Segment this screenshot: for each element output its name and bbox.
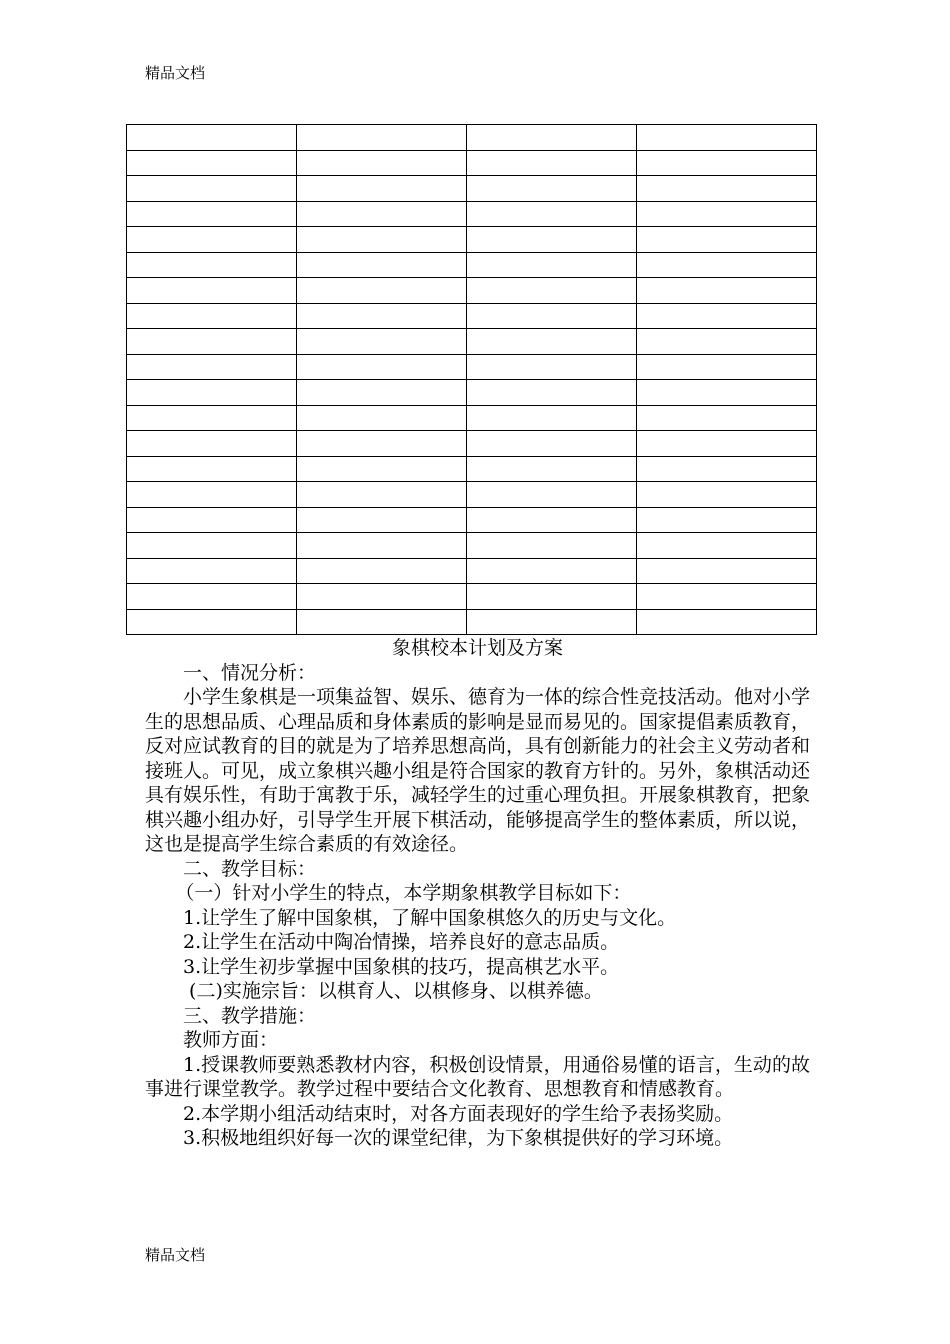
table-cell <box>127 558 297 584</box>
table-cell <box>637 482 817 508</box>
table-cell <box>637 329 817 355</box>
table-cell <box>297 533 467 559</box>
table-cell <box>467 227 637 253</box>
measure-item-3: 3.积极地组织好每一次的课堂纪律，为下象棋提供好的学习环境。 <box>183 1127 734 1149</box>
table-cell <box>127 609 297 635</box>
table-row <box>127 456 817 482</box>
table-cell <box>637 507 817 533</box>
table-cell <box>467 456 637 482</box>
table-cell <box>637 456 817 482</box>
table-row <box>127 584 817 610</box>
section-heading-3: 三、教学措施： <box>183 1004 317 1027</box>
table-cell <box>637 584 817 610</box>
table-cell <box>467 533 637 559</box>
table-cell <box>297 456 467 482</box>
table-cell <box>297 201 467 227</box>
blank-table <box>126 124 817 635</box>
table-cell <box>467 278 637 304</box>
table-cell <box>467 125 637 151</box>
goals-intro: （一）针对小学生的特点，本学期象棋教学目标如下： <box>175 882 632 904</box>
table-row <box>127 405 817 431</box>
table-row <box>127 227 817 253</box>
table-cell <box>637 252 817 278</box>
table-cell <box>127 252 297 278</box>
table-cell <box>127 431 297 457</box>
table-cell <box>127 507 297 533</box>
measure-item-1: 1.授课教师要熟悉教材内容，积极创设情景，用通俗易懂的语言，生动的故事进行课堂教学。教学过程中要结合文化教育、思想教育和情感教育。 <box>145 1053 810 1100</box>
table-cell <box>467 252 637 278</box>
table-cell <box>297 329 467 355</box>
table-cell <box>637 176 817 202</box>
table-row <box>127 125 817 151</box>
table-cell <box>467 431 637 457</box>
table-cell <box>637 303 817 329</box>
section-heading-2: 二、教学目标： <box>183 857 317 880</box>
table-cell <box>637 227 817 253</box>
table-cell <box>297 380 467 406</box>
table-cell <box>467 380 637 406</box>
table-cell <box>127 405 297 431</box>
table-cell <box>127 125 297 151</box>
table-cell <box>297 405 467 431</box>
table-cell <box>467 507 637 533</box>
table-cell <box>637 558 817 584</box>
measure-item-2: 2.本学期小组活动结束时，对各方面表现好的学生给予表扬奖励。 <box>183 1102 734 1125</box>
table-cell <box>297 278 467 304</box>
table-cell <box>467 482 637 508</box>
table-cell <box>297 431 467 457</box>
table-row <box>127 278 817 304</box>
table-row <box>127 507 817 533</box>
table-row <box>127 482 817 508</box>
table-cell <box>127 584 297 610</box>
table-cell <box>297 609 467 635</box>
table-cell <box>637 609 817 635</box>
analysis-paragraph: 小学生象棋是一项集益智、娱乐、德育为一体的综合性竞技活动。他对小学生的思想品质、心理品质和身体素质的影响是显而易见的。国家提倡素质教育，反对应试教育的目的就是为了培养思想高尚，具有创新能力的社会主义劳动者和接班人。可见，成立象棋兴趣小组是符合国家的教育方针的。另外，象棋活动还具有娱乐性，有助于寓教于乐，减轻学生的过重心理负担。开展象棋教育，把象棋兴趣小组办好，引导学生开展下棋活动，能够提高学生的整体素质，所以说，这也是提高学生综合素质的有效途径。 <box>145 686 811 855</box>
table-cell <box>637 201 817 227</box>
table-row <box>127 201 817 227</box>
table-cell <box>297 354 467 380</box>
table-cell <box>297 507 467 533</box>
goal-item-1: 1.让学生了解中国象棋，了解中国象棋悠久的历史与文化。 <box>183 906 677 929</box>
table-cell <box>467 329 637 355</box>
page-footer: 精品文档 <box>145 1246 206 1264</box>
table-cell <box>297 303 467 329</box>
table-cell <box>467 584 637 610</box>
table-row <box>127 533 817 559</box>
table-row <box>127 431 817 457</box>
table-cell <box>297 252 467 278</box>
table-cell <box>467 201 637 227</box>
table-cell <box>127 354 297 380</box>
table-cell <box>637 533 817 559</box>
table-cell <box>127 380 297 406</box>
table-cell <box>637 150 817 176</box>
table-row <box>127 354 817 380</box>
table-row <box>127 558 817 584</box>
table-cell <box>467 558 637 584</box>
table-cell <box>297 584 467 610</box>
table-cell <box>297 227 467 253</box>
table-row <box>127 329 817 355</box>
table-cell <box>637 380 817 406</box>
document-title: 象棋校本计划及方案 <box>391 637 563 659</box>
table-cell <box>637 354 817 380</box>
goal-item-3: 3.让学生初步掌握中国象棋的技巧，提高棋艺水平。 <box>183 955 620 978</box>
table-cell <box>637 431 817 457</box>
table-row <box>127 252 817 278</box>
table-cell <box>127 150 297 176</box>
table-cell <box>637 125 817 151</box>
page-header: 精品文档 <box>145 64 206 82</box>
teacher-heading: 教师方面： <box>183 1029 279 1051</box>
table-cell <box>297 176 467 202</box>
table-cell <box>297 150 467 176</box>
purpose-line: (二)实施宗旨：以棋育人、以棋修身、以棋养德。 <box>183 980 603 1002</box>
table-row <box>127 303 817 329</box>
table-cell <box>467 405 637 431</box>
table-cell <box>127 201 297 227</box>
table-cell <box>637 405 817 431</box>
table-row <box>127 380 817 406</box>
table-cell <box>127 278 297 304</box>
table-cell <box>127 176 297 202</box>
table-cell <box>127 303 297 329</box>
section-heading-1: 一、情况分析： <box>183 661 317 684</box>
table-cell <box>637 278 817 304</box>
table-cell <box>467 150 637 176</box>
table-cell <box>127 227 297 253</box>
table-cell <box>127 329 297 355</box>
table-cell <box>297 482 467 508</box>
table-cell <box>297 558 467 584</box>
goal-item-2: 2.让学生在活动中陶冶情操，培养良好的意志品质。 <box>183 931 620 953</box>
table-row <box>127 609 817 635</box>
table-cell <box>127 533 297 559</box>
table-row <box>127 176 817 202</box>
table-cell <box>297 125 467 151</box>
table-cell <box>127 456 297 482</box>
table-cell <box>467 303 637 329</box>
table-row <box>127 150 817 176</box>
table-cell <box>127 482 297 508</box>
table-cell <box>467 354 637 380</box>
table-cell <box>467 176 637 202</box>
document-body <box>145 636 810 1151</box>
table-cell <box>467 609 637 635</box>
